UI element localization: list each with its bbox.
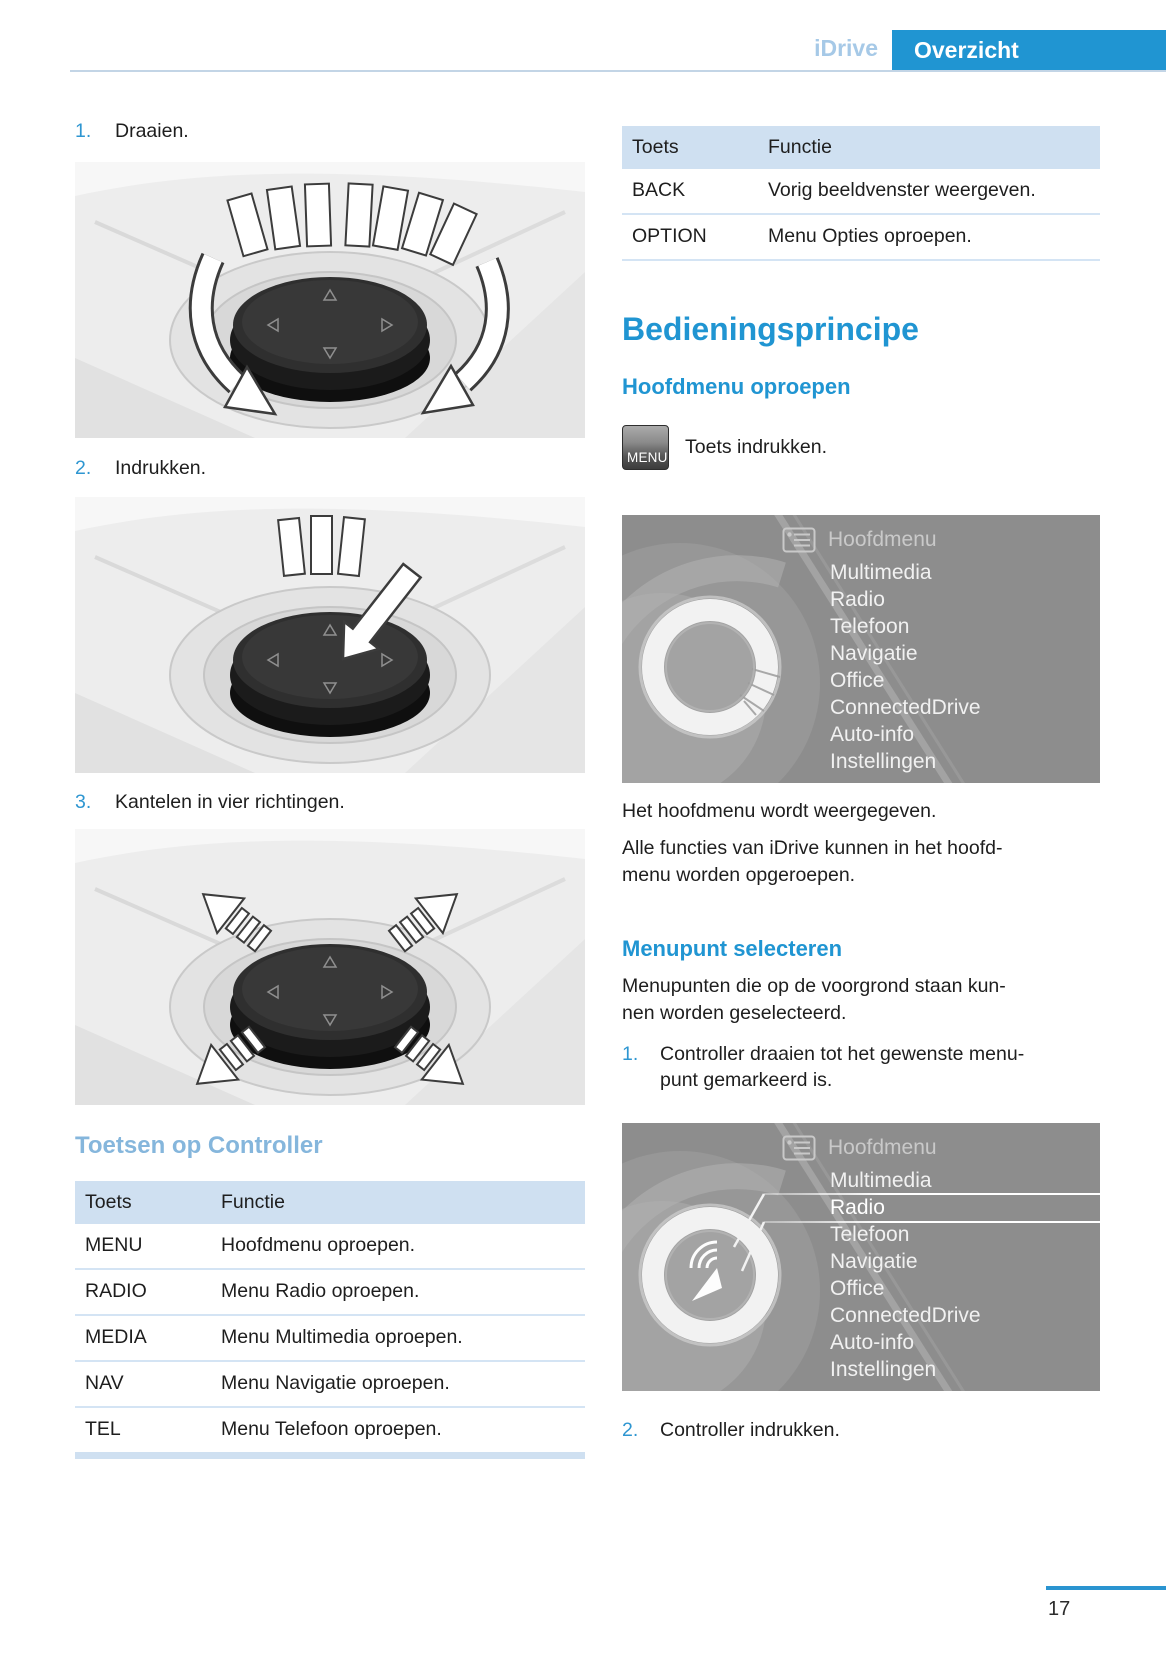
section-title: Bedieningsprincipe: [622, 311, 919, 347]
menu-item: Navigatie: [830, 1250, 918, 1273]
table-row: [75, 1361, 585, 1407]
menu-item: Telefoon: [830, 615, 910, 638]
menu-item: Auto-info: [830, 1331, 915, 1354]
subsection-hoofdmenu-oproepen: Hoofdmenu oproepen: [622, 374, 851, 399]
key-cell: NAV: [75, 1361, 211, 1407]
menu-item: ConnectedDrive: [830, 696, 981, 719]
controller-tilt-figure: [75, 829, 585, 1105]
key-cell: OPTION: [622, 214, 758, 260]
menu-key-icon: MENU: [622, 425, 669, 470]
step-text: [660, 1041, 1100, 1093]
rotate-arrows-icon: [75, 162, 585, 438]
step-text: Indrukken.: [115, 457, 207, 479]
key-cell: MENU: [75, 1224, 211, 1269]
column-header-toets: Toets: [75, 1181, 211, 1224]
menu-item: Auto-info: [830, 723, 915, 746]
table-row: [622, 214, 1100, 260]
step-draaien: [75, 118, 585, 144]
value-cell: Menu Telefoon oproepen.: [211, 1407, 585, 1456]
table-header-row: [622, 126, 1100, 169]
key-cell: MEDIA: [75, 1315, 211, 1361]
step-text: Draaien.: [115, 120, 189, 142]
value-cell: Hoofdmenu oproepen.: [211, 1224, 585, 1269]
back-option-table: [622, 126, 1100, 261]
menu-item: Navigatie: [830, 642, 918, 665]
controller-keys-heading: Toetsen op Controller: [75, 1132, 323, 1159]
key-cell: TEL: [75, 1407, 211, 1456]
paragraph-line: Menupunten die op de voorgrond staan kun-: [622, 975, 1006, 997]
column-header-functie: Functie: [758, 126, 1100, 169]
main-menu-list: [830, 559, 981, 775]
tilt-arrows-icon: [75, 829, 585, 1105]
column-header-toets: Toets: [622, 126, 758, 169]
list-icon: [782, 527, 816, 553]
main-menu-list: [830, 1167, 981, 1383]
screen-title: Hoofdmenu: [828, 528, 937, 551]
screen-title: Hoofdmenu: [828, 1136, 937, 1159]
menu-item: Office: [830, 669, 885, 692]
page-number: 17: [1048, 1598, 1071, 1620]
press-arrow-icon: [75, 497, 585, 773]
step-number: 2.: [622, 1419, 639, 1441]
paragraph-line: Alle functies van iDrive kunnen in het hoofd-: [622, 837, 1003, 859]
chapter-tab: Overzicht: [892, 30, 1166, 71]
paragraph: Het hoofdmenu wordt weergegeven.: [622, 800, 937, 822]
key-cell: BACK: [622, 169, 758, 214]
paragraph: [622, 835, 1100, 889]
value-cell: Menu Opties oproepen.: [758, 214, 1100, 260]
table-row: [75, 1224, 585, 1269]
idrive-screen-hoofdmenu: [622, 515, 1100, 783]
menu-item: Instellingen: [830, 1358, 937, 1381]
step-indrukken: [75, 455, 585, 481]
step-kantelen: [75, 789, 585, 815]
controller-rotate-figure: [75, 162, 585, 438]
footer-divider: [1046, 1586, 1166, 1590]
screen-title-bar: [782, 527, 937, 553]
menu-item: Office: [830, 1277, 885, 1300]
step-number: 3.: [75, 791, 92, 813]
controller-keys-table: [75, 1181, 585, 1459]
table-row: [622, 169, 1100, 214]
menu-item: Multimedia: [830, 561, 932, 584]
paragraph-line: menu worden opgeroepen.: [622, 864, 856, 886]
table-row: [75, 1315, 585, 1361]
header-divider: [70, 70, 1166, 72]
step-text: Kantelen in vier richtingen.: [115, 791, 345, 813]
list-icon: [782, 1135, 816, 1161]
key-cell: RADIO: [75, 1269, 211, 1315]
paragraph-line: nen worden geselecteerd.: [622, 1002, 847, 1024]
table-row: [75, 1407, 585, 1456]
step-line: Controller draaien tot het gewenste menu-: [660, 1043, 1025, 1065]
menu-button-step: [622, 425, 1100, 470]
step-controller-indrukken: [622, 1417, 1100, 1443]
section-label: iDrive: [814, 35, 878, 61]
value-cell: Menu Navigatie oproepen.: [211, 1361, 585, 1407]
menu-item: Telefoon: [830, 1223, 910, 1246]
menu-item: Instellingen: [830, 750, 937, 773]
menu-item-selected: Radio: [830, 1196, 885, 1219]
right-column: [622, 118, 1100, 1443]
screen-title-bar: [782, 1135, 937, 1161]
step-number: 1.: [75, 120, 92, 142]
column-header-functie: Functie: [211, 1181, 585, 1224]
menu-item: Multimedia: [830, 1169, 932, 1192]
subsection-menupunt-selecteren: Menupunt selecteren: [622, 936, 843, 961]
menu-step-text: Toets indrukken.: [685, 436, 827, 458]
step-controller-draaien: [622, 1041, 1100, 1093]
value-cell: Menu Multimedia oproepen.: [211, 1315, 585, 1361]
controller-press-figure: [75, 497, 585, 773]
value-cell: Menu Radio oproepen.: [211, 1269, 585, 1315]
paragraph: [622, 973, 1100, 1027]
table-row: [75, 1269, 585, 1315]
menu-item: Radio: [830, 588, 885, 611]
step-number: 2.: [75, 457, 92, 479]
step-line: punt gemarkeerd is.: [660, 1069, 833, 1091]
menu-item: ConnectedDrive: [830, 1304, 981, 1327]
value-cell: Vorig beeldvenster weergeven.: [758, 169, 1100, 214]
step-number: 1.: [622, 1043, 639, 1065]
table-header-row: [75, 1181, 585, 1224]
left-column: [75, 118, 585, 1459]
step-text: Controller indrukken.: [660, 1419, 840, 1441]
idrive-screen-radio-selected: [622, 1123, 1100, 1391]
